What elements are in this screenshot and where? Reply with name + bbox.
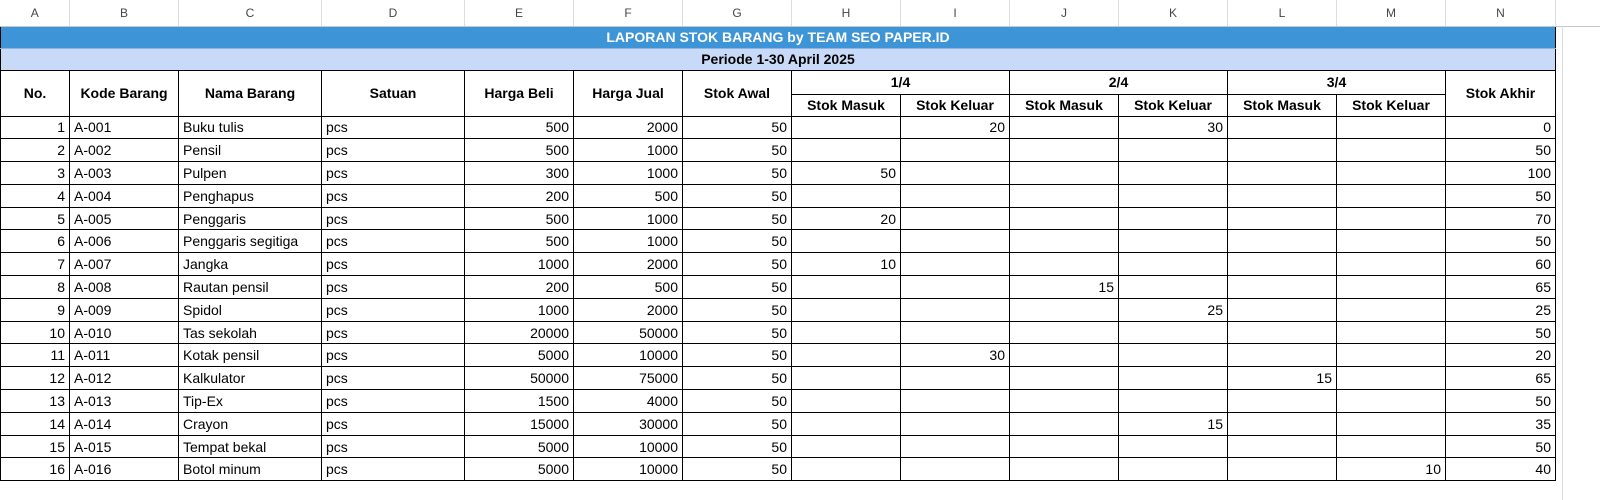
column-header[interactable]: B (70, 0, 179, 26)
cell-stok-masuk-1[interactable]: 20 (792, 207, 901, 230)
cell-stok-masuk-3[interactable] (1228, 116, 1337, 139)
cell-no[interactable]: 3 (1, 162, 70, 185)
cell-harga-jual[interactable]: 1000 (574, 230, 683, 253)
cell-nama-barang[interactable]: Spidol (179, 298, 322, 321)
cell-stok-masuk-3[interactable] (1228, 230, 1337, 253)
cell-stok-keluar-1[interactable] (901, 321, 1010, 344)
cell-stok-masuk-1[interactable] (792, 230, 901, 253)
cell-harga-jual[interactable]: 500 (574, 184, 683, 207)
column-header[interactable]: F (574, 0, 683, 26)
cell-kode-barang[interactable]: A-013 (70, 390, 179, 413)
cell-no[interactable]: 5 (1, 207, 70, 230)
cell-kode-barang[interactable]: A-001 (70, 116, 179, 139)
cell-harga-beli[interactable]: 5000 (465, 435, 574, 458)
cell-stok-akhir[interactable]: 100 (1446, 162, 1556, 185)
cell-stok-keluar-3[interactable] (1337, 116, 1446, 139)
cell-stok-akhir[interactable]: 50 (1446, 139, 1556, 162)
cell-kode-barang[interactable]: A-012 (70, 367, 179, 390)
cell-stok-masuk-2[interactable] (1010, 116, 1119, 139)
cell-kode-barang[interactable]: A-014 (70, 412, 179, 435)
cell-harga-beli[interactable]: 1000 (465, 253, 574, 276)
cell-stok-keluar-1[interactable] (901, 412, 1010, 435)
table-row (1, 390, 1600, 413)
table-row (1, 298, 1600, 321)
cell-stok-keluar-3[interactable] (1337, 298, 1446, 321)
cell-stok-keluar-2[interactable] (1119, 207, 1228, 230)
cell-satuan[interactable]: pcs (322, 412, 465, 435)
table-row (1, 253, 1600, 276)
cell-stok-masuk-1[interactable] (792, 367, 901, 390)
cell-harga-jual[interactable]: 1000 (574, 162, 683, 185)
cell-nama-barang[interactable]: Crayon (179, 412, 322, 435)
cell-stok-keluar-1[interactable] (901, 230, 1010, 253)
cell-stok-masuk-3[interactable] (1228, 162, 1337, 185)
cell-no[interactable]: 14 (1, 412, 70, 435)
header-group-2[interactable]: 2/4 (1010, 70, 1228, 94)
cell-stok-keluar-1[interactable] (901, 184, 1010, 207)
cell-stok-awal[interactable]: 50 (683, 230, 792, 253)
cell-stok-keluar-1[interactable] (901, 458, 1010, 481)
report-period[interactable]: Periode 1-30 April 2025 (1, 48, 1556, 70)
cell-stok-masuk-2[interactable] (1010, 412, 1119, 435)
cell-satuan[interactable]: pcs (322, 116, 465, 139)
cell-nama-barang[interactable]: Penggaris (179, 207, 322, 230)
table-row (1, 344, 1600, 367)
cell-stok-masuk-3[interactable] (1228, 298, 1337, 321)
cell-satuan[interactable]: pcs (322, 162, 465, 185)
cell-stok-masuk-2[interactable] (1010, 367, 1119, 390)
cell-nama-barang[interactable]: Tip-Ex (179, 390, 322, 413)
cell-harga-beli[interactable]: 20000 (465, 321, 574, 344)
cell-stok-keluar-3[interactable] (1337, 276, 1446, 299)
cell-stok-masuk-3[interactable] (1228, 321, 1337, 344)
cell-stok-keluar-3[interactable] (1337, 321, 1446, 344)
cell-stok-awal[interactable]: 50 (683, 412, 792, 435)
cell-satuan[interactable]: pcs (322, 321, 465, 344)
title-row (1, 26, 1600, 48)
cell-kode-barang[interactable]: A-008 (70, 276, 179, 299)
cell-stok-masuk-1[interactable] (792, 390, 901, 413)
cell-kode-barang[interactable]: A-010 (70, 321, 179, 344)
cell-harga-jual[interactable]: 10000 (574, 344, 683, 367)
header-stok-masuk[interactable]: Stok Masuk (1010, 94, 1119, 116)
cell-kode-barang[interactable]: A-003 (70, 162, 179, 185)
header-stok-awal[interactable]: Stok Awal (683, 70, 792, 116)
header-harga-jual[interactable]: Harga Jual (574, 70, 683, 116)
cell-stok-keluar-1[interactable] (901, 390, 1010, 413)
cell-stok-masuk-2[interactable] (1010, 162, 1119, 185)
cell-stok-awal[interactable]: 50 (683, 298, 792, 321)
header-stok-keluar[interactable]: Stok Keluar (901, 94, 1010, 116)
cell-stok-masuk-3[interactable] (1228, 253, 1337, 276)
cell-stok-awal[interactable]: 50 (683, 162, 792, 185)
cell-stok-awal[interactable]: 50 (683, 435, 792, 458)
cell-satuan[interactable]: pcs (322, 207, 465, 230)
cell-stok-awal[interactable]: 50 (683, 116, 792, 139)
header-stok-masuk[interactable]: Stok Masuk (1228, 94, 1337, 116)
column-header[interactable]: N (1446, 0, 1556, 26)
cell-nama-barang[interactable]: Pulpen (179, 162, 322, 185)
report-title[interactable]: LAPORAN STOK BARANG by TEAM SEO PAPER.ID (1, 26, 1556, 48)
cell-stok-keluar-1[interactable]: 20 (901, 116, 1010, 139)
cell-nama-barang[interactable]: Rautan pensil (179, 276, 322, 299)
cell-stok-keluar-2[interactable]: 15 (1119, 412, 1228, 435)
cell-stok-awal[interactable]: 50 (683, 276, 792, 299)
header-no[interactable]: No. (1, 70, 70, 116)
cell-stok-keluar-3[interactable] (1337, 162, 1446, 185)
cell-harga-jual[interactable]: 2000 (574, 298, 683, 321)
cell-stok-masuk-1[interactable] (792, 412, 901, 435)
cell-harga-beli[interactable]: 15000 (465, 412, 574, 435)
cell-harga-beli[interactable]: 500 (465, 230, 574, 253)
cell-harga-beli[interactable]: 5000 (465, 458, 574, 481)
cell-stok-awal[interactable]: 50 (683, 207, 792, 230)
cell-no[interactable]: 12 (1, 367, 70, 390)
cell-satuan[interactable]: pcs (322, 458, 465, 481)
cell-stok-masuk-2[interactable] (1010, 184, 1119, 207)
cell-no[interactable]: 6 (1, 230, 70, 253)
cell-stok-keluar-3[interactable] (1337, 344, 1446, 367)
cell-harga-beli[interactable]: 5000 (465, 344, 574, 367)
table-row (1, 230, 1600, 253)
cell-stok-akhir[interactable]: 50 (1446, 435, 1556, 458)
cell-stok-masuk-1[interactable] (792, 116, 901, 139)
cell-kode-barang[interactable]: A-005 (70, 207, 179, 230)
cell-stok-awal[interactable]: 50 (683, 321, 792, 344)
cell-kode-barang[interactable]: A-009 (70, 298, 179, 321)
cell-stok-keluar-2[interactable] (1119, 344, 1228, 367)
table-row (1, 139, 1600, 162)
cell-stok-akhir[interactable]: 50 (1446, 230, 1556, 253)
cell-stok-awal[interactable]: 50 (683, 184, 792, 207)
cell-stok-masuk-3[interactable] (1228, 458, 1337, 481)
cell-stok-keluar-1[interactable] (901, 207, 1010, 230)
cell-stok-keluar-3[interactable] (1337, 435, 1446, 458)
cell-stok-keluar-1[interactable] (901, 298, 1010, 321)
cell-harga-beli[interactable]: 300 (465, 162, 574, 185)
column-header[interactable]: C (179, 0, 322, 26)
cell-stok-awal[interactable]: 50 (683, 367, 792, 390)
cell-stok-masuk-1[interactable] (792, 276, 901, 299)
cell-harga-beli[interactable]: 500 (465, 139, 574, 162)
cell-stok-masuk-1[interactable] (792, 139, 901, 162)
cell-stok-keluar-2[interactable] (1119, 253, 1228, 276)
cell-harga-beli[interactable]: 1500 (465, 390, 574, 413)
header-group-1[interactable]: 1/4 (792, 70, 1010, 94)
cell-stok-keluar-1[interactable] (901, 367, 1010, 390)
cell-stok-akhir[interactable]: 65 (1446, 276, 1556, 299)
header-nama-barang[interactable]: Nama Barang (179, 70, 322, 116)
cell-stok-masuk-1[interactable]: 50 (792, 162, 901, 185)
cell-stok-masuk-3[interactable] (1228, 207, 1337, 230)
cell-satuan[interactable]: pcs (322, 298, 465, 321)
cell-stok-masuk-2[interactable] (1010, 253, 1119, 276)
cell-satuan[interactable]: pcs (322, 253, 465, 276)
cell-stok-keluar-2[interactable] (1119, 276, 1228, 299)
cell-nama-barang[interactable]: Pensil (179, 139, 322, 162)
column-header[interactable]: E (465, 0, 574, 26)
cell-harga-beli[interactable]: 200 (465, 276, 574, 299)
cell-stok-masuk-3[interactable] (1228, 390, 1337, 413)
header-kode-barang[interactable]: Kode Barang (70, 70, 179, 116)
cell-harga-beli[interactable]: 1000 (465, 298, 574, 321)
cell-stok-keluar-2[interactable] (1119, 139, 1228, 162)
table-row (1, 116, 1600, 139)
cell-satuan[interactable]: pcs (322, 344, 465, 367)
cell-stok-masuk-2[interactable] (1010, 139, 1119, 162)
cell-stok-masuk-2[interactable] (1010, 207, 1119, 230)
cell-stok-keluar-2[interactable] (1119, 321, 1228, 344)
cell-no[interactable]: 11 (1, 344, 70, 367)
cell-no[interactable]: 15 (1, 435, 70, 458)
cell-stok-keluar-1[interactable] (901, 253, 1010, 276)
cell-stok-keluar-1[interactable] (901, 162, 1010, 185)
cell-stok-akhir[interactable]: 35 (1446, 412, 1556, 435)
cell-kode-barang[interactable]: A-004 (70, 184, 179, 207)
cell-stok-akhir[interactable]: 50 (1446, 321, 1556, 344)
cell-satuan[interactable]: pcs (322, 184, 465, 207)
cell-no[interactable]: 9 (1, 298, 70, 321)
cell-kode-barang[interactable]: A-015 (70, 435, 179, 458)
cell-stok-keluar-3[interactable] (1337, 253, 1446, 276)
cell-nama-barang[interactable]: Tas sekolah (179, 321, 322, 344)
cell-no[interactable]: 7 (1, 253, 70, 276)
cell-stok-masuk-2[interactable]: 15 (1010, 276, 1119, 299)
cell-stok-masuk-1[interactable] (792, 298, 901, 321)
cell-stok-keluar-1[interactable]: 30 (901, 344, 1010, 367)
column-header-empty (1556, 0, 1600, 26)
cell-harga-beli[interactable]: 500 (465, 116, 574, 139)
cell-stok-masuk-1[interactable] (792, 435, 901, 458)
header-satuan[interactable]: Satuan (322, 70, 465, 116)
cell-stok-akhir[interactable]: 65 (1446, 367, 1556, 390)
cell-stok-masuk-3[interactable]: 15 (1228, 367, 1337, 390)
cell-nama-barang[interactable]: Kalkulator (179, 367, 322, 390)
cell-stok-keluar-2[interactable] (1119, 162, 1228, 185)
header-stok-keluar[interactable]: Stok Keluar (1337, 94, 1446, 116)
cell-stok-masuk-2[interactable] (1010, 435, 1119, 458)
cell-harga-jual[interactable]: 2000 (574, 253, 683, 276)
cell-stok-masuk-2[interactable] (1010, 321, 1119, 344)
cell-satuan[interactable]: pcs (322, 367, 465, 390)
cell-kode-barang[interactable]: A-011 (70, 344, 179, 367)
cell-stok-akhir[interactable]: 60 (1446, 253, 1556, 276)
column-header[interactable]: K (1119, 0, 1228, 26)
cell-stok-keluar-3[interactable] (1337, 230, 1446, 253)
cell-stok-keluar-2[interactable] (1119, 435, 1228, 458)
header-stok-akhir[interactable]: Stok Akhir (1446, 70, 1556, 116)
cell-stok-keluar-2[interactable] (1119, 230, 1228, 253)
cell-stok-keluar-2[interactable] (1119, 367, 1228, 390)
cell-stok-akhir[interactable]: 50 (1446, 184, 1556, 207)
table-row (1, 435, 1600, 458)
cell-stok-masuk-2[interactable] (1010, 230, 1119, 253)
cell-harga-beli[interactable]: 50000 (465, 367, 574, 390)
cell-nama-barang[interactable]: Tempat bekal (179, 435, 322, 458)
cell-kode-barang[interactable]: A-007 (70, 253, 179, 276)
cell-stok-masuk-2[interactable] (1010, 458, 1119, 481)
cell-stok-masuk-2[interactable] (1010, 390, 1119, 413)
column-header[interactable]: H (792, 0, 901, 26)
cell-harga-jual[interactable]: 10000 (574, 458, 683, 481)
cell-stok-awal[interactable]: 50 (683, 458, 792, 481)
cell-stok-awal[interactable]: 50 (683, 344, 792, 367)
cell-stok-keluar-3[interactable] (1337, 184, 1446, 207)
cell-no[interactable]: 4 (1, 184, 70, 207)
cell-no[interactable]: 16 (1, 458, 70, 481)
header-row-1 (1, 70, 1600, 94)
cell-stok-akhir[interactable]: 40 (1446, 458, 1556, 481)
cell-stok-keluar-1[interactable] (901, 139, 1010, 162)
cell-harga-jual[interactable]: 10000 (574, 435, 683, 458)
table-row (1, 367, 1600, 390)
cell-no[interactable]: 10 (1, 321, 70, 344)
cell-nama-barang[interactable]: Botol minum (179, 458, 322, 481)
cell-no[interactable]: 2 (1, 139, 70, 162)
column-header[interactable]: G (683, 0, 792, 26)
header-stok-keluar[interactable]: Stok Keluar (1119, 94, 1228, 116)
cell-kode-barang[interactable]: A-016 (70, 458, 179, 481)
cell-stok-keluar-3[interactable] (1337, 390, 1446, 413)
cell-satuan[interactable]: pcs (322, 230, 465, 253)
cell-stok-masuk-2[interactable] (1010, 344, 1119, 367)
column-header[interactable]: D (322, 0, 465, 26)
cell-harga-beli[interactable]: 500 (465, 207, 574, 230)
cell-stok-masuk-1[interactable] (792, 184, 901, 207)
cell-stok-keluar-2[interactable] (1119, 184, 1228, 207)
cell-stok-masuk-3[interactable] (1228, 276, 1337, 299)
column-header[interactable]: J (1010, 0, 1119, 26)
column-header[interactable]: I (901, 0, 1010, 26)
cell-stok-keluar-2[interactable]: 30 (1119, 116, 1228, 139)
header-stok-masuk[interactable]: Stok Masuk (792, 94, 901, 116)
cell-stok-akhir[interactable]: 70 (1446, 207, 1556, 230)
cell-satuan[interactable]: pcs (322, 276, 465, 299)
table-row (1, 412, 1600, 435)
table-row (1, 276, 1600, 299)
cell-nama-barang[interactable]: Penggaris segitiga (179, 230, 322, 253)
cell-satuan[interactable]: pcs (322, 139, 465, 162)
cell-harga-jual[interactable]: 75000 (574, 367, 683, 390)
cell-stok-keluar-2[interactable] (1119, 458, 1228, 481)
cell-stok-masuk-1[interactable] (792, 321, 901, 344)
header-harga-beli[interactable]: Harga Beli (465, 70, 574, 116)
table-row (1, 207, 1600, 230)
column-header[interactable]: M (1337, 0, 1446, 26)
table-row (1, 184, 1600, 207)
cell-stok-masuk-3[interactable] (1228, 184, 1337, 207)
cell-stok-masuk-3[interactable] (1228, 139, 1337, 162)
cell-no[interactable]: 1 (1, 116, 70, 139)
cell-harga-jual[interactable]: 500 (574, 276, 683, 299)
cell-stok-masuk-3[interactable] (1228, 412, 1337, 435)
cell-harga-jual[interactable]: 30000 (574, 412, 683, 435)
column-header-row (1, 0, 1600, 26)
cell-stok-awal[interactable]: 50 (683, 139, 792, 162)
cell-stok-keluar-1[interactable] (901, 435, 1010, 458)
table-row (1, 458, 1600, 481)
cell-harga-jual[interactable]: 2000 (574, 116, 683, 139)
cell-harga-jual[interactable]: 50000 (574, 321, 683, 344)
cell-stok-masuk-2[interactable] (1010, 298, 1119, 321)
cell-stok-akhir[interactable]: 25 (1446, 298, 1556, 321)
cell-nama-barang[interactable]: Buku tulis (179, 116, 322, 139)
cell-kode-barang[interactable]: A-002 (70, 139, 179, 162)
cell-kode-barang[interactable]: A-006 (70, 230, 179, 253)
cell-no[interactable]: 8 (1, 276, 70, 299)
cell-stok-masuk-3[interactable] (1228, 344, 1337, 367)
cell-stok-awal[interactable]: 50 (683, 253, 792, 276)
cell-nama-barang[interactable]: Penghapus (179, 184, 322, 207)
cell-stok-akhir[interactable]: 20 (1446, 344, 1556, 367)
period-row (1, 48, 1600, 70)
table-row (1, 321, 1600, 344)
cell-stok-keluar-3[interactable] (1337, 139, 1446, 162)
header-group-3[interactable]: 3/4 (1228, 70, 1446, 94)
column-header[interactable]: L (1228, 0, 1337, 26)
cell-stok-keluar-1[interactable] (901, 276, 1010, 299)
cell-stok-akhir[interactable]: 0 (1446, 116, 1556, 139)
cell-stok-keluar-2[interactable] (1119, 390, 1228, 413)
gridline (1562, 26, 1563, 500)
cell-stok-awal[interactable]: 50 (683, 390, 792, 413)
cell-stok-masuk-1[interactable]: 10 (792, 253, 901, 276)
cell-harga-jual[interactable]: 1000 (574, 139, 683, 162)
table-row (1, 162, 1600, 185)
cell-stok-keluar-2[interactable]: 25 (1119, 298, 1228, 321)
cell-stok-masuk-3[interactable] (1228, 435, 1337, 458)
cell-stok-masuk-1[interactable] (792, 344, 901, 367)
cell-stok-keluar-3[interactable] (1337, 207, 1446, 230)
cell-satuan[interactable]: pcs (322, 435, 465, 458)
cell-harga-jual[interactable]: 4000 (574, 390, 683, 413)
cell-nama-barang[interactable]: Jangka (179, 253, 322, 276)
cell-stok-masuk-1[interactable] (792, 458, 901, 481)
cell-no[interactable]: 13 (1, 390, 70, 413)
cell-satuan[interactable]: pcs (322, 390, 465, 413)
cell-nama-barang[interactable]: Kotak pensil (179, 344, 322, 367)
cell-stok-keluar-3[interactable] (1337, 412, 1446, 435)
cell-stok-akhir[interactable]: 50 (1446, 390, 1556, 413)
cell-harga-beli[interactable]: 200 (465, 184, 574, 207)
cell-stok-keluar-3[interactable] (1337, 367, 1446, 390)
cell-stok-keluar-3[interactable]: 10 (1337, 458, 1446, 481)
cell-harga-jual[interactable]: 1000 (574, 207, 683, 230)
column-header[interactable]: A (1, 0, 70, 26)
